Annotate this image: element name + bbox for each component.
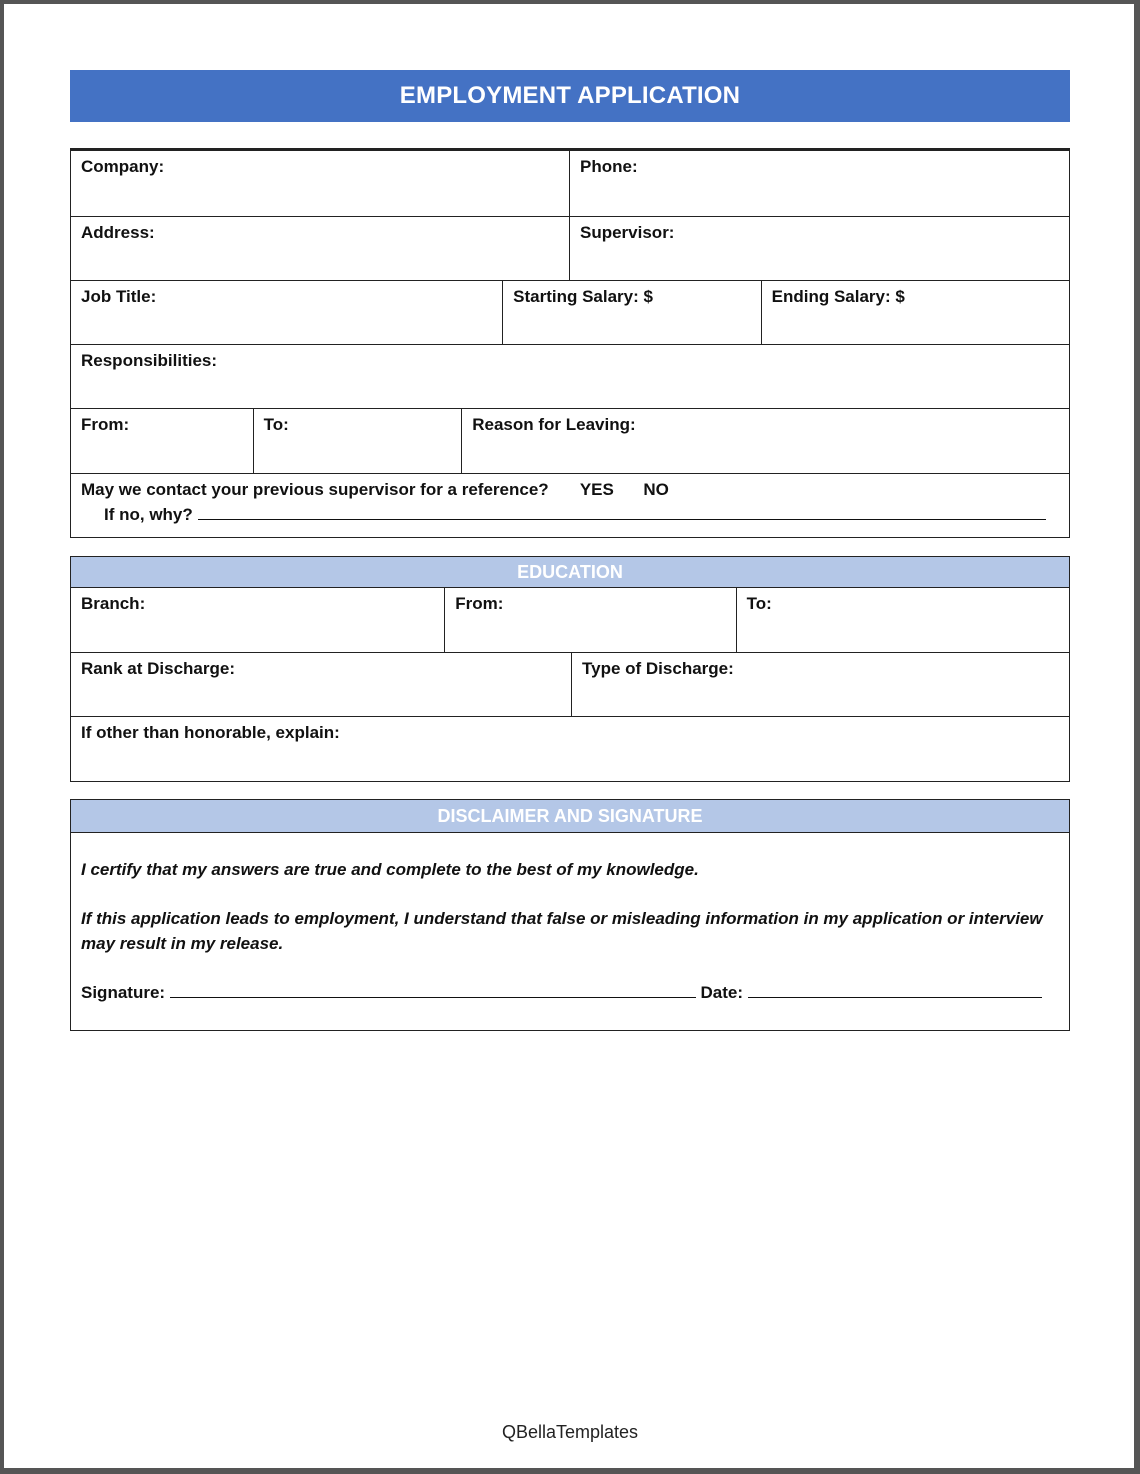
row-company-phone: [71, 151, 1069, 217]
job-title-field[interactable]: [71, 281, 503, 344]
address-label: Address:: [81, 223, 155, 242]
explain-field[interactable]: [71, 717, 1069, 781]
from-field[interactable]: [71, 409, 254, 473]
discharge-type-label: Type of Discharge:: [582, 659, 734, 678]
discharge-type-field[interactable]: [572, 653, 1069, 716]
to-label: To:: [263, 415, 289, 434]
date-line[interactable]: [748, 980, 1042, 998]
employment-section: [70, 148, 1070, 538]
supervisor-field[interactable]: [570, 217, 1069, 280]
phone-label: Phone:: [580, 157, 638, 176]
no-option[interactable]: NO: [643, 480, 669, 499]
starting-salary-label: Starting Salary: $: [513, 287, 653, 306]
ending-salary-label: Ending Salary: $: [771, 287, 905, 306]
signature-row: [81, 980, 1059, 1003]
responsibilities-field[interactable]: [71, 345, 1069, 408]
contact-field: [71, 474, 1069, 537]
edu-to-label: To:: [746, 594, 772, 613]
footer-brand: QBellaTemplates: [501, 1422, 639, 1442]
row-dates-reason: [71, 409, 1069, 474]
explain-label: If other than honorable, explain:: [81, 723, 340, 742]
starting-salary-field[interactable]: [503, 281, 762, 344]
page-title: EMPLOYMENT APPLICATION: [70, 70, 1070, 122]
supervisor-label: Supervisor:: [580, 223, 675, 242]
rank-field[interactable]: [71, 653, 572, 716]
row-responsibilities: [71, 345, 1069, 409]
to-field[interactable]: [254, 409, 463, 473]
job-title-label: Job Title:: [81, 287, 157, 306]
address-field[interactable]: [71, 217, 570, 280]
phone-field[interactable]: [570, 151, 1069, 216]
reason-field[interactable]: [462, 409, 1069, 473]
company-label: Company:: [81, 157, 165, 176]
edu-from-label: From:: [455, 594, 504, 613]
education-heading: EDUCATION: [71, 557, 1069, 588]
company-field[interactable]: [71, 151, 570, 216]
certify-text: I certify that my answers are true and complete to the best of my knowledge.: [81, 860, 699, 879]
branch-label: Branch:: [81, 594, 146, 613]
if-no-label: If no, why?: [104, 505, 193, 524]
branch-field[interactable]: [71, 588, 445, 652]
row-discharge: [71, 653, 1069, 717]
edu-to-field[interactable]: [737, 588, 1069, 652]
disclaimer-body: [71, 833, 1069, 1003]
row-explain: [71, 717, 1069, 781]
row-job-salary: [71, 281, 1069, 345]
release-text: If this application leads to employment, I understand that false or misleading information in my application or interview may result in my release.: [81, 909, 1043, 953]
row-contact: [71, 474, 1069, 537]
signature-line[interactable]: [170, 980, 696, 998]
signature-label: Signature:: [81, 983, 166, 1002]
education-section: [70, 556, 1070, 782]
row-address-supervisor: [71, 217, 1069, 281]
edu-from-field[interactable]: [445, 588, 736, 652]
date-label: Date:: [700, 983, 744, 1002]
contact-question: May we contact your previous supervisor for a reference?: [81, 480, 549, 499]
reason-label: Reason for Leaving:: [472, 415, 636, 434]
responsibilities-label: Responsibilities:: [81, 351, 218, 370]
from-label: From:: [81, 415, 130, 434]
yes-option[interactable]: YES: [579, 480, 614, 499]
rank-label: Rank at Discharge:: [81, 659, 235, 678]
ending-salary-field[interactable]: [762, 281, 1069, 344]
disclaimer-heading: DISCLAIMER AND SIGNATURE: [71, 800, 1069, 833]
row-branch: [71, 588, 1069, 653]
if-no-line[interactable]: [198, 502, 1046, 520]
disclaimer-section: [70, 799, 1070, 1031]
